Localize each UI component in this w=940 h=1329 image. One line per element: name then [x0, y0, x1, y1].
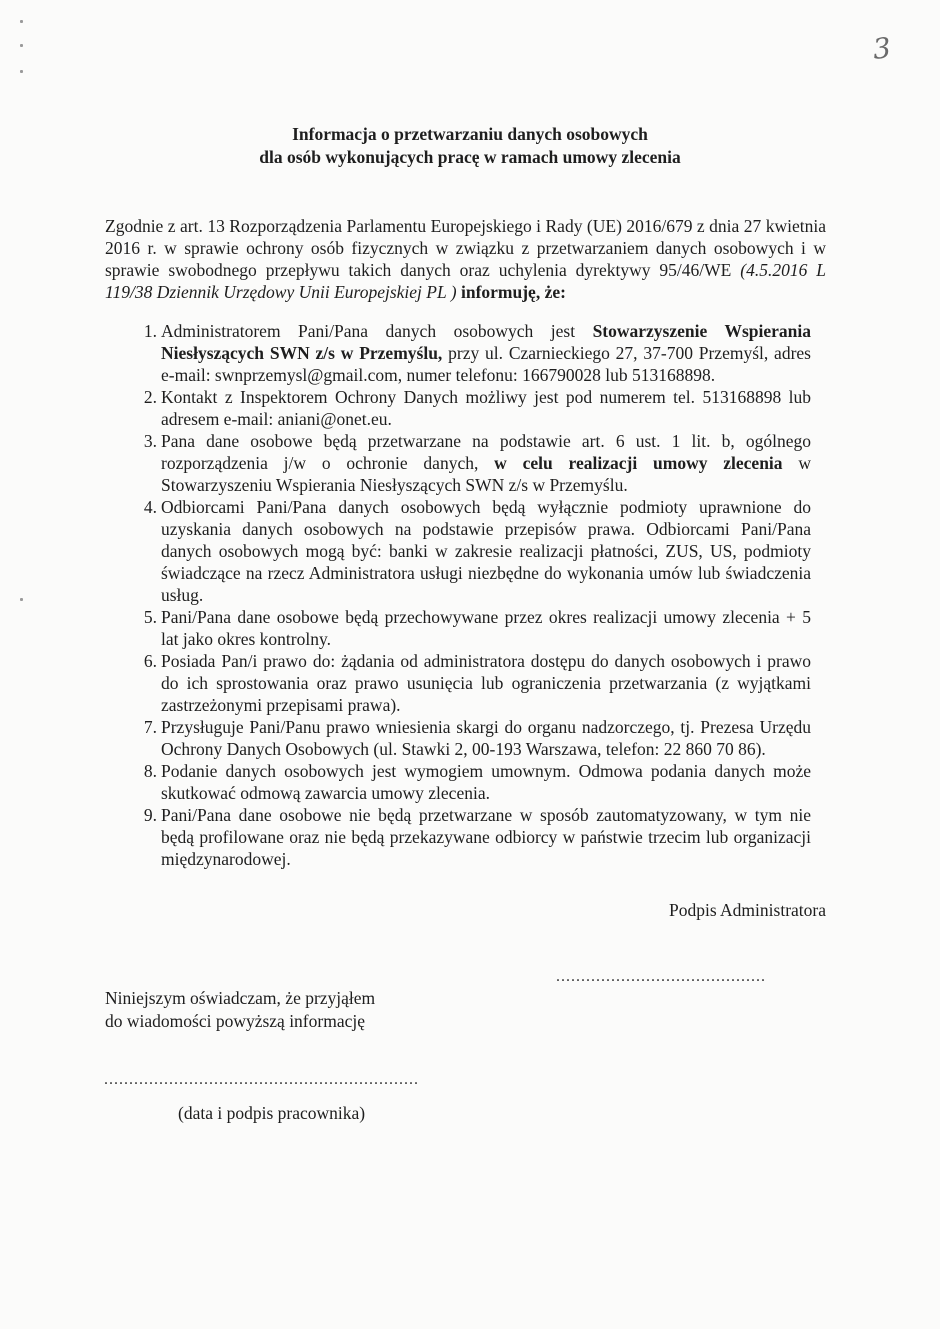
employee-declaration [105, 987, 375, 1033]
item-number: 7. [143, 717, 157, 737]
list-item [143, 716, 811, 760]
item-text: Kontakt z Inspektorem Ochrony Danych możliwy jest pod numerem tel. 513168898 lub adresem e-mail: aniani@onet.eu. [161, 387, 811, 429]
title-line-1: Informacja o przetwarzaniu danych osobowych [292, 124, 648, 144]
item-number: 8. [143, 761, 157, 781]
intro-paragraph [105, 215, 826, 303]
list-item [143, 650, 811, 716]
margin-mark [20, 598, 23, 601]
list-item [143, 430, 811, 496]
item-text-after: przy ul. Czarnieckiego 27, 37-700 Przemyśl, adres e-mail: swnprzemysl@gmail.com, numer telefonu: 166790028 lub 513168898. [161, 343, 811, 385]
list-item [143, 804, 811, 870]
item-text: Administratorem Pani/Pana danych osobowych jest [161, 321, 593, 341]
intro-closing: informuję, że: [460, 282, 566, 302]
employee-signature-line: ............................................................... [104, 1071, 419, 1088]
item-bold-text: Stowarzyszenie Wspierania Niesłyszących SWN z/s w Przemyślu, [161, 321, 811, 363]
declaration-line-1: Niniejszym oświadczam, że przyjąłem [105, 988, 376, 1008]
title-line-2: dla osób wykonujących pracę w ramach umowy zlecenia [259, 147, 681, 167]
margin-mark [20, 70, 23, 73]
item-text: Odbiorcami Pani/Pana danych osobowych będą wyłącznie podmioty uprawnione do uzyskania danych osobowych na podstawie przepisów prawa. Odbiorcami Pani/Pana danych osobowych mogą być: banki w zakresie realizacji płatności, ZUS, US, podmioty świadczące na rzecz Administratora usługi niezbędne do wykonania umów lub świadczenia usług. [161, 497, 811, 605]
item-number: 4. [143, 497, 157, 517]
item-text: Posiada Pan/i prawo do: żądania od administratora dostępu do danych osobowych i prawo do ich sprostowania oraz prawo usunięcia lub ograniczenia przetwarzania (z wyjątkami zastrzeżonymi przepisami prawa). [161, 651, 811, 715]
item-text-after: w Stowarzyszeniu Wspierania Niesłyszących SWN z/s w Przemyślu. [161, 453, 811, 495]
list-item [143, 496, 811, 606]
declaration-line-2: do wiadomości powyższą informację [105, 1011, 365, 1031]
item-number: 1. [143, 321, 157, 341]
item-number: 6. [143, 651, 157, 671]
intro-text: Zgodnie z art. 13 Rozporządzenia Parlamentu Europejskiego i Rady (UE) 2016/679 z dnia 27 kwietnia 2016 r. w sprawie ochrony osób fizycznych w związku z przetwarzaniem danych osobowych i w sprawie swobodnego przepływu takich danych oraz uchylenia dyrektywy 95/46/WE [105, 216, 826, 280]
item-number: 2. [143, 387, 157, 407]
margin-mark [20, 20, 23, 23]
admin-signature-line: .......................................... [556, 968, 766, 985]
item-text: Pana dane osobowe będą przetwarzane na podstawie art. 6 ust. 1 lit. b, ogólnego rozporządzenia j/w o ochronie danych, [161, 431, 811, 473]
margin-mark [20, 44, 23, 47]
item-text: Podanie danych osobowych jest wymogiem umownym. Odmowa podania danych może skutkować odmową zawarcia umowy zlecenia. [161, 761, 811, 803]
list-item [143, 386, 811, 430]
item-number: 3. [143, 431, 157, 451]
admin-signature-label: Podpis Administratora [668, 900, 826, 920]
list-item [143, 320, 811, 386]
page-number: 3 [871, 31, 893, 66]
item-number: 9. [143, 805, 157, 825]
item-bold-text: w celu realizacji umowy zlecenia [494, 453, 783, 473]
document-title [0, 123, 940, 169]
item-text: Przysługuje Pani/Panu prawo wniesienia skargi do organu nadzorczego, tj. Prezesa Urzędu Ochrony Danych Osobowych (ul. Stawki 2, 00-193 Warszawa, telefon: 22 860 70 86). [161, 717, 811, 759]
list-item [143, 606, 811, 650]
item-text: Pani/Pana dane osobowe nie będą przetwarzane w sposób zautomatyzowany, w tym nie będą profilowane oraz nie będą przekazywane odbiorcy w państwie trzecim lub organizacji międzynarodowej. [161, 805, 811, 869]
employee-signature-label: (data i podpis pracownika) [178, 1103, 366, 1123]
information-points-list [143, 320, 811, 870]
intro-citation: (4.5.2016 L 119/38 Dziennik Urzędowy Unii Europejskiej PL ) [105, 260, 826, 302]
item-text: Pani/Pana dane osobowe będą przechowywane przez okres realizacji umowy zlecenia + 5 lat jako okres kontrolny. [161, 607, 811, 649]
item-number: 5. [143, 607, 157, 627]
list-item [143, 760, 811, 804]
